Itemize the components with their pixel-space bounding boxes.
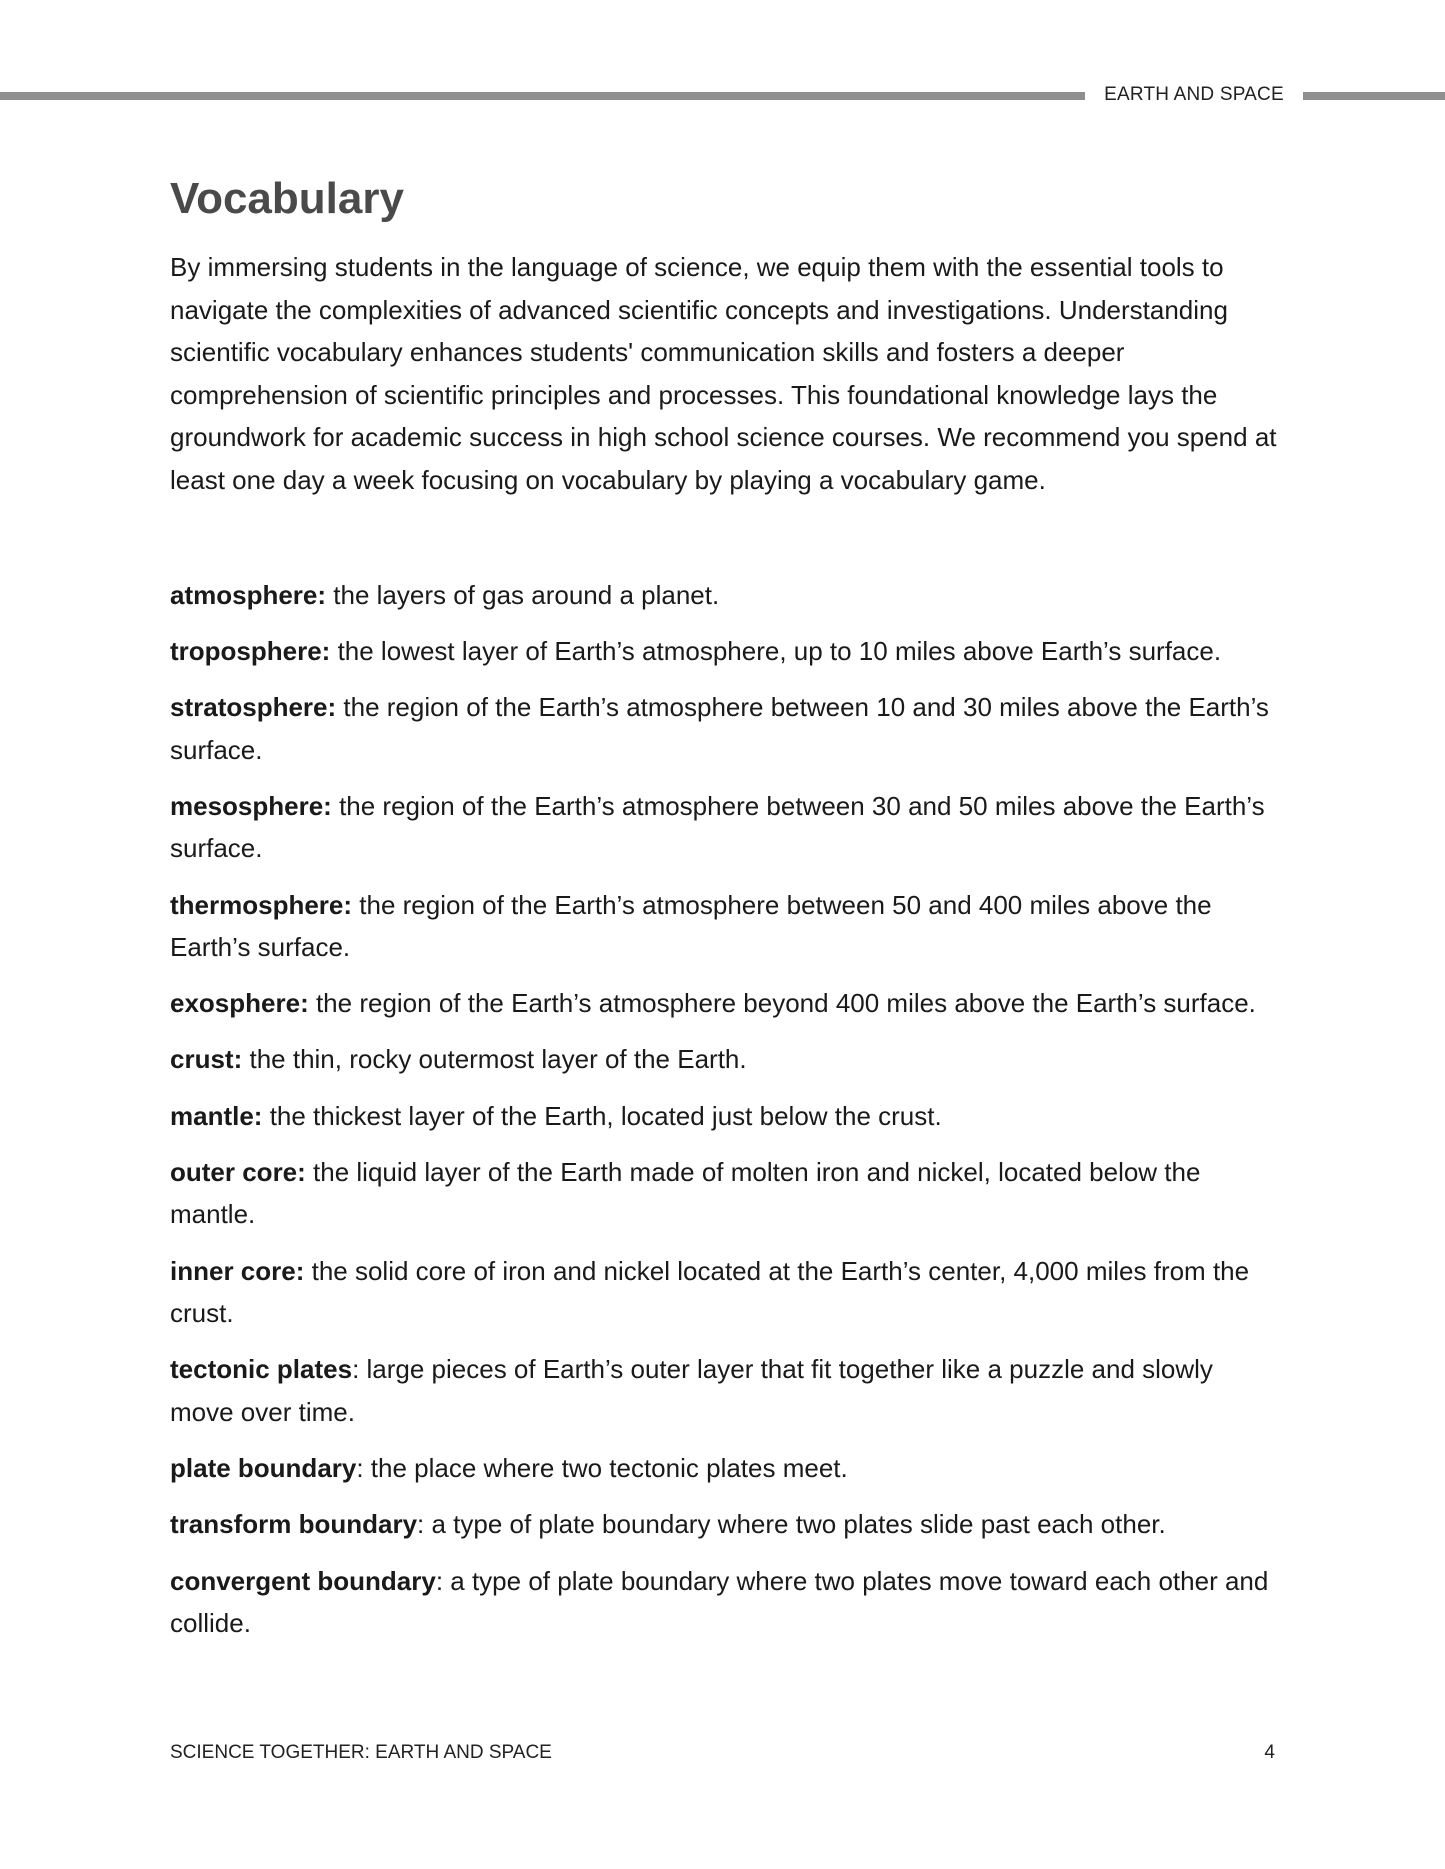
- vocab-term: crust:: [170, 1044, 243, 1075]
- vocab-definition: : large pieces of Earth’s outer layer that fit together like a puzzle and slowly move over time.: [170, 1354, 1213, 1427]
- vocab-term: mesosphere:: [170, 790, 332, 821]
- vocab-term: plate boundary: [170, 1453, 357, 1484]
- vocabulary-list: [170, 574, 1280, 1645]
- vocab-item: [170, 1447, 1280, 1490]
- vocab-definition: the region of the Earth’s atmosphere between 30 and 50 miles above the Earth’s surface.: [170, 790, 1265, 864]
- vocab-term: tectonic plates: [170, 1354, 353, 1385]
- vocab-term: mantle:: [170, 1100, 263, 1131]
- header-rule-left: [0, 92, 1085, 100]
- vocab-term: stratosphere:: [170, 691, 337, 722]
- vocab-term: exosphere:: [170, 988, 309, 1019]
- page-number: 4: [1264, 1742, 1275, 1763]
- vocab-item: [170, 574, 1280, 617]
- vocab-definition: the lowest layer of Earth’s atmosphere, up to 10 miles above Earth’s surface.: [330, 635, 1222, 666]
- vocab-term: atmosphere:: [170, 579, 327, 610]
- vocab-definition: the liquid layer of the Earth made of molten iron and nickel, located below the mantle.: [170, 1156, 1201, 1230]
- vocab-definition: the region of the Earth’s atmosphere beyond 400 miles above the Earth’s surface.: [308, 988, 1256, 1019]
- vocab-item: [170, 1560, 1280, 1645]
- vocab-definition: the region of the Earth’s atmosphere between 50 and 400 miles above the Earth’s surface.: [170, 889, 1212, 963]
- main-content: [170, 168, 1280, 1658]
- vocab-definition: the region of the Earth’s atmosphere between 10 and 30 miles above the Earth’s surface.: [170, 691, 1269, 765]
- vocab-definition: the layers of gas around a planet.: [326, 579, 720, 610]
- vocab-item: [170, 982, 1280, 1025]
- vocab-item: [170, 1503, 1280, 1546]
- vocab-term: inner core:: [170, 1255, 305, 1286]
- vocab-term: convergent boundary: [170, 1565, 436, 1596]
- vocab-definition: : a type of plate boundary where two plates slide past each other.: [417, 1509, 1166, 1540]
- vocab-definition: the solid core of iron and nickel located at the Earth’s center, 4,000 miles from the crust.: [170, 1255, 1250, 1329]
- vocab-definition: : the place where two tectonic plates meet.: [356, 1453, 848, 1484]
- vocab-definition: the thickest layer of the Earth, located just below the crust.: [262, 1100, 942, 1131]
- vocab-item: [170, 884, 1280, 969]
- vocab-term: transform boundary: [170, 1509, 418, 1540]
- vocab-definition: the thin, rocky outermost layer of the Earth.: [242, 1044, 747, 1075]
- vocab-definition: : a type of plate boundary where two plates move toward each other and collide.: [170, 1565, 1269, 1639]
- vocab-item: [170, 1151, 1280, 1236]
- vocab-term: outer core:: [170, 1156, 306, 1187]
- section-label: EARTH AND SPACE: [1104, 84, 1284, 105]
- vocab-term: troposphere:: [170, 635, 331, 666]
- vocab-item: [170, 785, 1280, 870]
- vocab-item: [170, 630, 1280, 673]
- intro-paragraph: By immersing students in the language of science, we equip them with the essential tools to navigate the complexities of advanced scientific concepts and investigations. Understanding scientific vocabulary enhances students' communication skills and fosters a deeper comprehension of scientific principles and processes. This foundational knowledge lays the groundwork for academic success in high school science courses. We recommend you spend at least one day a week focusing on vocabulary by playing a vocabulary game.: [170, 252, 1277, 495]
- vocab-item: [170, 1095, 1280, 1138]
- header-rule-right: [1303, 92, 1445, 100]
- vocab-item: [170, 1250, 1280, 1335]
- vocab-item: [170, 1038, 1280, 1081]
- vocab-item: [170, 1348, 1280, 1433]
- vocab-item: [170, 686, 1280, 771]
- page-title: Vocabulary: [170, 174, 404, 223]
- vocab-term: thermosphere:: [170, 889, 353, 920]
- footer-book-title: SCIENCE TOGETHER: EARTH AND SPACE: [170, 1742, 552, 1763]
